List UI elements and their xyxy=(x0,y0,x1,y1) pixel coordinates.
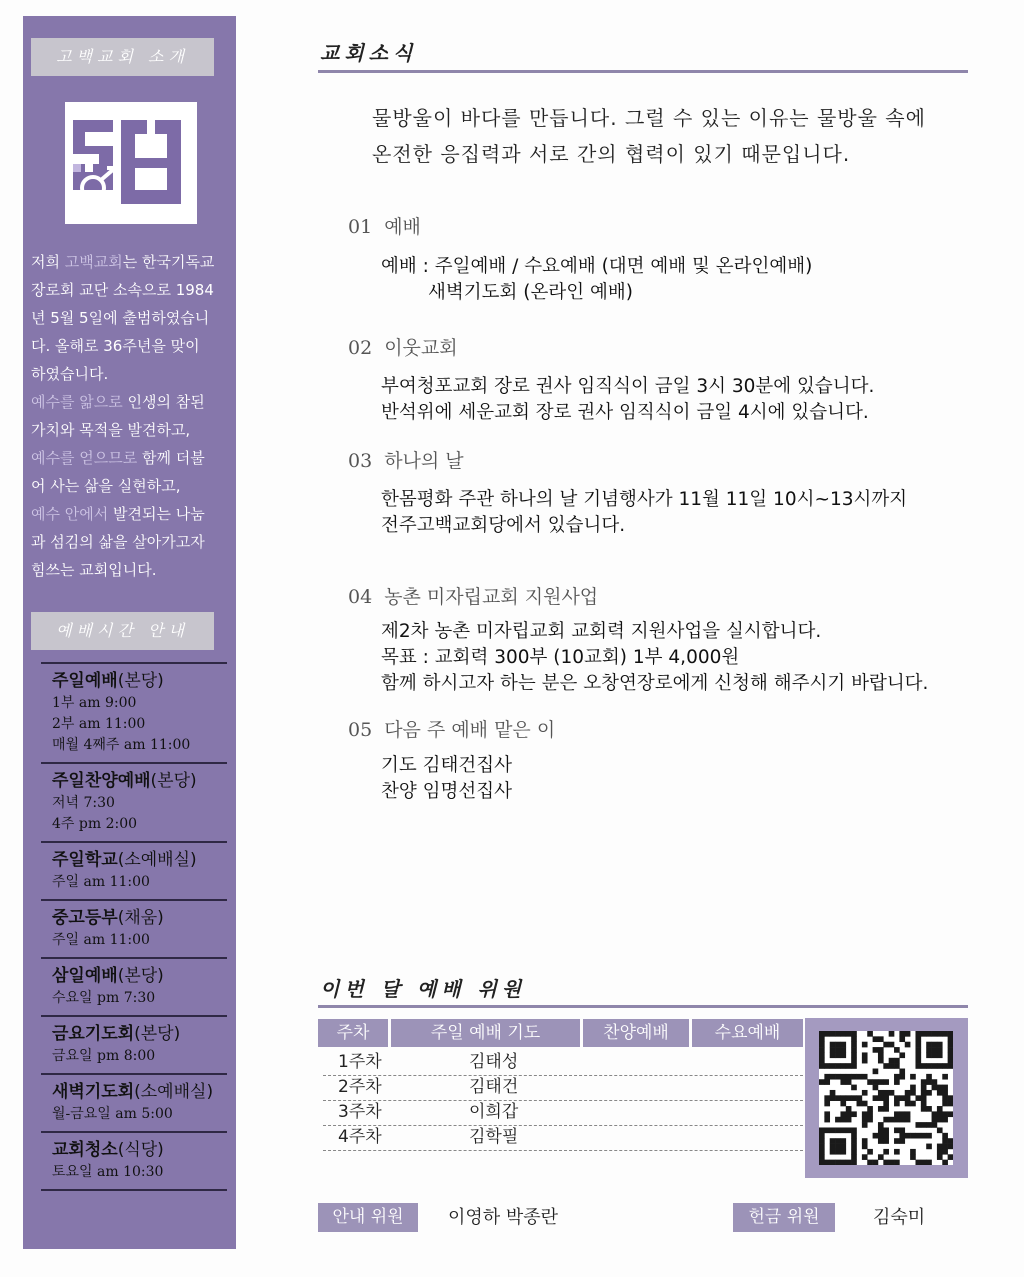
intro-line xyxy=(31,388,229,416)
intro-text-run: 가치와 목적을 발견하고, xyxy=(31,421,191,439)
news-heading-rule xyxy=(318,70,968,73)
table-row xyxy=(323,1075,803,1101)
intro-text-run: 인생의 참된 xyxy=(122,393,205,411)
news-lead-line: 온전한 응집력과 서로 간의 협력이 있기 때문입니다. xyxy=(372,142,851,166)
church-logo-icon xyxy=(65,102,197,224)
service-title: 주일예배 xyxy=(52,671,118,691)
service-location: (본당) xyxy=(150,771,197,791)
intro-text-run: 과 섬김의 삶을 살아가고자 xyxy=(31,533,205,551)
news-item-label: 다음 주 예배 맡은 이 xyxy=(384,719,556,741)
service-name xyxy=(52,1081,227,1104)
news-item-title xyxy=(348,446,464,473)
service-item xyxy=(41,1015,227,1073)
offering-name: 김숙미 xyxy=(873,1207,926,1228)
intro-text-run: 다. 올해로 36주년을 맞이 xyxy=(31,337,200,355)
service-item xyxy=(41,899,227,957)
intro-highlight: 예수 안에서 xyxy=(31,505,109,523)
service-schedule-list xyxy=(41,662,227,1191)
intro-highlight: 예수를 앎으로 xyxy=(31,393,123,411)
service-item xyxy=(41,662,227,762)
prayer-cell: 이희갑 xyxy=(469,1102,519,1122)
intro-text-run: 어 사는 삶을 실현하고, xyxy=(31,477,181,495)
service-location: (소예배실) xyxy=(134,1082,214,1102)
news-heading: 교회소식 xyxy=(320,41,418,65)
service-location: (본당) xyxy=(117,671,164,691)
news-item-body: 예배 : 주일예배 / 수요예배 (대면 예배 및 온라인예배) 새벽기도회 (온라인 예배) xyxy=(381,256,813,303)
table-row xyxy=(323,1125,803,1151)
service-time: 저녁 7:30 xyxy=(52,795,115,811)
service-name xyxy=(52,670,227,693)
service-item xyxy=(41,762,227,841)
intro-line xyxy=(31,360,229,388)
news-lead xyxy=(372,100,952,172)
intro-highlight: 예수를 얻으므로 xyxy=(31,449,138,467)
news-item-title xyxy=(348,212,421,239)
service-item xyxy=(41,1073,227,1131)
intro-line xyxy=(31,472,229,500)
news-item-body: 기도 김태건집사 찬양 임명선집사 xyxy=(381,755,512,802)
schedule-title: 예배시간 안내 xyxy=(31,612,214,650)
service-title: 새벽기도회 xyxy=(52,1082,135,1102)
intro-text-run: 힘쓰는 교회입니다. xyxy=(31,561,157,579)
news-item-number: 05 xyxy=(348,719,373,741)
service-time: 2부 am 11:00 xyxy=(52,716,146,732)
intro-text-run: 장로회 교단 소속으로 1984 xyxy=(31,281,214,299)
service-item xyxy=(41,841,227,899)
intro-line xyxy=(31,500,229,528)
service-name xyxy=(52,1139,227,1162)
prayer-cell: 김태성 xyxy=(469,1052,519,1072)
week-cell: 3주차 xyxy=(338,1102,382,1122)
service-time: 1부 am 9:00 xyxy=(52,695,137,711)
intro-text-run: 발견되는 나눔 xyxy=(108,505,205,523)
intro-line xyxy=(31,304,229,332)
service-time: 수요일 pm 7:30 xyxy=(52,990,156,1006)
intro-text xyxy=(31,248,229,584)
news-item-number: 03 xyxy=(348,450,373,472)
intro-title: 고백교회 소개 xyxy=(31,38,214,76)
intro-line xyxy=(31,556,229,584)
service-title: 주일찬양예배 xyxy=(52,771,151,791)
service-name xyxy=(52,849,227,872)
usher-label: 안내 위원 xyxy=(318,1203,418,1232)
service-time: 4주 pm 2:00 xyxy=(52,816,138,832)
committee-heading-rule xyxy=(318,1005,968,1008)
qr-code-icon[interactable] xyxy=(819,1031,953,1165)
service-title: 삼일예배 xyxy=(52,966,118,986)
intro-line xyxy=(31,248,229,276)
intro-line xyxy=(31,528,229,556)
news-item-number: 04 xyxy=(348,586,373,608)
news-item-body: 한몸평화 주관 하나의 날 기념행사가 11월 11일 10시~13시까지 전주고백교회당에서 있습니다. xyxy=(381,489,908,536)
intro-line xyxy=(31,276,229,304)
service-time: 주일 am 11:00 xyxy=(52,932,150,948)
prayer-cell: 김태건 xyxy=(469,1077,519,1097)
column-header-week: 주차 xyxy=(318,1019,388,1047)
week-cell: 4주차 xyxy=(338,1127,382,1147)
table-row xyxy=(323,1050,803,1076)
service-name xyxy=(52,770,227,793)
usher-names: 이영하 박종란 xyxy=(448,1207,559,1228)
column-header-praise: 찬양예배 xyxy=(583,1019,689,1047)
service-title: 중고등부 xyxy=(52,908,118,928)
service-location: (채움) xyxy=(117,908,164,928)
news-item-number: 01 xyxy=(348,216,373,238)
service-title: 금요기도회 xyxy=(52,1024,135,1044)
news-lead-line: 물방울이 바다를 만듭니다. 그럴 수 있는 이유는 물방울 속에 xyxy=(372,106,926,130)
prayer-cell: 김학필 xyxy=(469,1127,519,1147)
news-item-label: 농촌 미자립교회 지원사업 xyxy=(384,586,599,608)
service-location: (소예배실) xyxy=(117,850,197,870)
intro-text-run: 함께 더불 xyxy=(137,449,205,467)
intro-highlight: 고백교회 xyxy=(64,253,123,271)
week-cell: 1주차 xyxy=(338,1052,382,1072)
offering-label: 헌금 위원 xyxy=(733,1203,835,1232)
sidebar xyxy=(23,16,236,1249)
intro-text-run: 저희 xyxy=(31,253,65,271)
service-item xyxy=(41,957,227,1015)
service-name xyxy=(52,1023,227,1046)
committee-heading: 이번 달 예배 위원 xyxy=(320,977,527,1001)
intro-line xyxy=(31,444,229,472)
news-item-title xyxy=(348,715,555,742)
service-time: 금요일 pm 8:00 xyxy=(52,1048,156,1064)
service-title: 주일학교 xyxy=(52,850,118,870)
service-location: (본당) xyxy=(134,1024,181,1044)
service-name xyxy=(52,965,227,988)
news-item-body: 부여청포교회 장로 권사 임직식이 금일 3시 30분에 있습니다. 반석위에 세운교회 장로 권사 임직식이 금일 4시에 있습니다. xyxy=(381,376,875,423)
news-item-label: 이웃교회 xyxy=(384,337,458,359)
news-item-title xyxy=(348,333,458,360)
intro-text-run: 하였습니다. xyxy=(31,365,109,383)
column-header-wednesday: 수요예배 xyxy=(692,1019,803,1047)
news-item-title xyxy=(348,582,598,609)
service-name xyxy=(52,907,227,930)
news-item-label: 예배 xyxy=(384,216,421,238)
column-header-prayer: 주일 예배 기도 xyxy=(391,1019,580,1047)
table-row xyxy=(323,1100,803,1126)
intro-text-run: 는 한국기독교 xyxy=(122,253,215,271)
intro-text-run: 년 5월 5일에 출범하였습니 xyxy=(31,309,210,327)
service-title: 교회청소 xyxy=(52,1140,118,1160)
news-item-body: 제2차 농촌 미자립교회 교회력 지원사업을 실시합니다. 목표 : 교회력 300부 (10교회) 1부 4,000원 함께 하시고자 하는 분은 오창연장로에게 신청해 해주시기 바랍니다. xyxy=(381,621,929,694)
week-cell: 2주차 xyxy=(338,1077,382,1097)
service-location: (식당) xyxy=(117,1140,164,1160)
intro-line xyxy=(31,332,229,360)
news-item-number: 02 xyxy=(348,337,373,359)
service-time: 토요일 am 10:30 xyxy=(52,1164,164,1180)
service-time: 매월 4째주 am 11:00 xyxy=(52,737,191,753)
news-item-label: 하나의 날 xyxy=(384,450,464,472)
service-item xyxy=(41,1131,227,1191)
service-time: 월-금요일 am 5:00 xyxy=(52,1106,173,1122)
intro-line xyxy=(31,416,229,444)
service-location: (본당) xyxy=(117,966,164,986)
service-time: 주일 am 11:00 xyxy=(52,874,150,890)
